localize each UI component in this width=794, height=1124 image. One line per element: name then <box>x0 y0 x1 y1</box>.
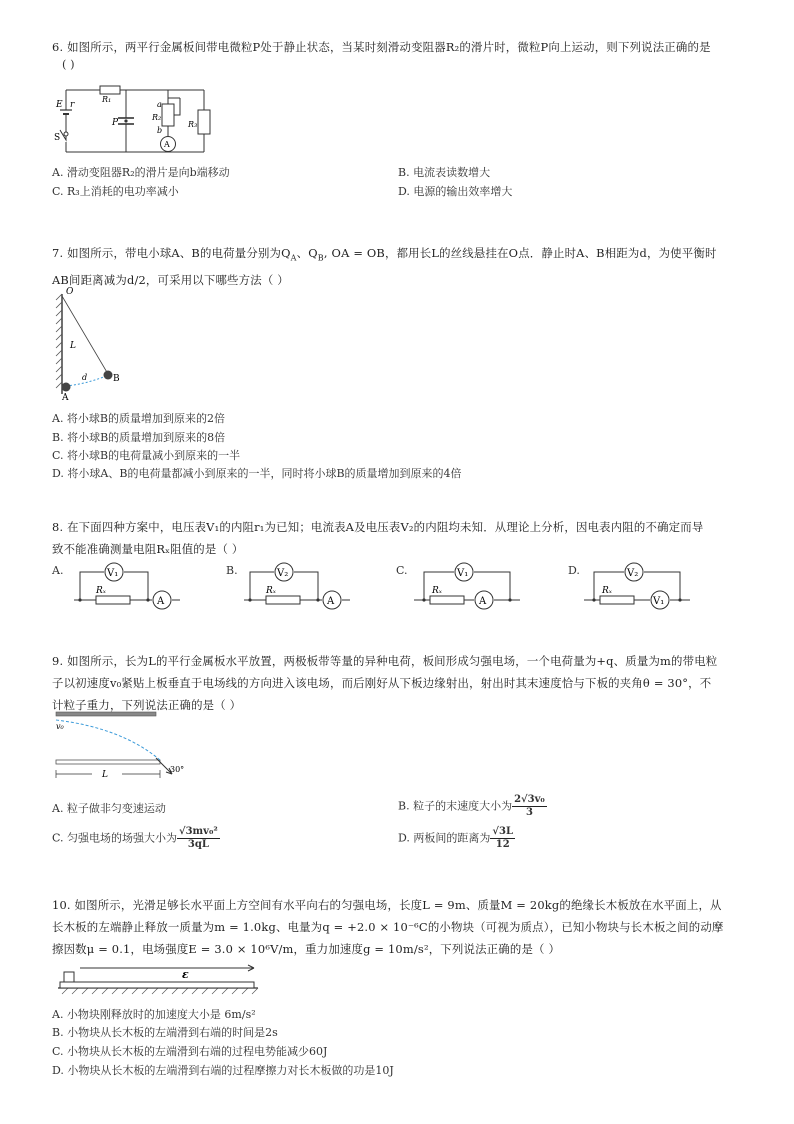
label-R1: R₁ <box>102 95 112 104</box>
label-S: S <box>54 133 61 143</box>
label-R3: R₃ <box>188 120 198 129</box>
question-8-circuit-b <box>244 562 354 610</box>
label-A: A <box>62 393 69 403</box>
label-R2: R₂ <box>152 113 162 122</box>
question-7-option-c[interactable]: C. 将小球B的电荷量减小到原来的一半 <box>52 449 241 462</box>
label-B: B <box>113 374 120 384</box>
question-8-circuit-d <box>584 562 694 610</box>
question-10-option-d[interactable]: D. 小物块从长木板的左端滑到右端的过程摩擦力对长木板做的功是10J <box>52 1064 394 1077</box>
label-ammeter-A: A <box>164 140 170 149</box>
question-8-option-d[interactable]: D. <box>568 564 580 577</box>
question-8-line-1: 8. 在下面四种方案中，电压表V₁的内阻r₁为已知；电流表A及电压表V₂的内阻均未知．从理论上分析，因电表内阻的不确定而导 <box>52 520 704 534</box>
question-8-circuit-c <box>414 562 524 610</box>
question-8-option-b[interactable]: B. <box>226 564 238 577</box>
question-9-line-3: 计粒子重力，下列说法正确的是（ ） <box>52 698 242 712</box>
label-field-E: ε <box>182 968 189 981</box>
question-8-circuit-a <box>74 562 184 610</box>
question-8-line-2: 致不能准确测量电阻Rₓ阻值的是（ ） <box>52 542 244 556</box>
question-6-circuit-diagram <box>52 80 232 160</box>
question-8 <box>52 516 742 560</box>
label-d: d <box>82 373 88 382</box>
question-10-line-3: 擦因数μ = 0.1，电场强度E = 3.0 × 10⁶V/m，重力加速度g = 10m/s²，下列说法正确的是（ ） <box>52 942 561 956</box>
question-6-option-a[interactable]: A. 滑动变阻器R₂的滑片是向b端移动 <box>52 166 230 179</box>
question-9-line-1: 9. 如图所示，长为L的平行金属板水平放置，两极板带等量的异种电荷，板间形成匀强电场，一个电荷量为+q、质量为m的带电粒 <box>52 654 718 668</box>
question-10-board-diagram <box>58 960 264 996</box>
rx-label-c: Rₓ <box>432 586 442 596</box>
question-9-option-b[interactable]: B. 粒子的末速度大小为 $\frac{\text{2√3v₀}}{3}$ <box>398 794 545 818</box>
question-10-option-c[interactable]: C. 小物块从长木板的左端滑到右端的过程电势能减少60J <box>52 1045 328 1058</box>
meter-bottom-d: V₁ <box>653 596 665 607</box>
question-6-option-b[interactable]: B. 电流表读数增大 <box>398 166 491 179</box>
label-L: L <box>70 341 76 351</box>
meter-top-d: V₂ <box>627 568 639 579</box>
label-a: a <box>157 100 162 109</box>
meter-bottom-c: A <box>479 596 487 607</box>
meter-top-a: V₁ <box>107 568 119 579</box>
question-7 <box>52 242 742 291</box>
label-v0: v₀ <box>56 722 64 731</box>
question-9-option-c[interactable]: C. 匀强电场的场强大小为 $\frac{\text{√3mv₀²}}{3qL}$ <box>52 826 218 850</box>
question-6-option-c[interactable]: C. R₃上消耗的电功率减小 <box>52 185 179 198</box>
question-7-option-d[interactable]: D. 将小球A、B的电荷量都减小到原来的一半，同时将小球B的质量增加到原来的4倍 <box>52 467 462 480</box>
question-9 <box>52 650 742 716</box>
question-8-option-a[interactable]: A. <box>52 564 64 577</box>
question-10-option-a[interactable]: A. 小物块刚释放时的加速度大小是 6m/s² <box>52 1008 256 1021</box>
question-10-option-b[interactable]: B. 小物块从长木板的左端滑到右端的时间是2s <box>52 1026 278 1039</box>
meter-top-c: V₁ <box>457 568 469 579</box>
question-9-line-2: 子以初速度v₀紧贴上板垂直于电场线的方向进入该电场，而后刚好从下板边缘射出，射出时其末速度恰与下板的夹角θ = 30°，不 <box>52 676 712 690</box>
question-7-line-1: 7. 如图所示，带电小球A、B的电荷量分别为$Q_A$、$Q_B$, OA = OB，都用长L的丝线悬挂在O点．静止时A、B相距为d，为使平衡时 <box>52 246 717 263</box>
question-10-line-2: 长木板的左端静止释放一质量为m = 1.0kg、电量为q = +2.0 × 10⁻⁶C的小物块（可视为质点），已知小物块与长木板之间的动摩 <box>52 920 724 934</box>
meter-bottom-b: A <box>327 596 335 607</box>
meter-bottom-a: A <box>157 596 165 607</box>
label-r: r <box>70 100 75 110</box>
question-6 <box>52 36 742 58</box>
label-E: E <box>56 100 63 110</box>
question-7-option-a[interactable]: A. 将小球B的质量增加到原来的2倍 <box>52 412 226 425</box>
label-angle: 30° <box>170 765 185 774</box>
question-8-option-c[interactable]: C. <box>396 564 408 577</box>
question-9-option-a[interactable]: A. 粒子做非匀变速运动 <box>52 802 166 815</box>
question-6-option-d[interactable]: D. 电源的输出效率增大 <box>398 185 513 198</box>
question-7-line-2: AB间距离减为d/2，可采用以下哪些方法（ ） <box>52 273 289 288</box>
question-9-option-d[interactable]: D. 两板间的距离为 $\frac{√3L}{12}$ <box>398 826 513 850</box>
rx-label-a: Rₓ <box>96 586 106 596</box>
question-7-pendulum-diagram <box>52 286 142 403</box>
question-6-stem: 6. 如图所示，两平行金属板间带电微粒P处于静止状态，当某时刻滑动变阻器R₂的滑片时，微粒P向上运动，则下列说法正确的是 <box>52 40 711 54</box>
question-7-option-b[interactable]: B. 将小球B的质量增加到原来的8倍 <box>52 431 226 444</box>
label-L: L <box>102 770 108 780</box>
rx-label-d: Rₓ <box>602 586 612 596</box>
label-O: O <box>66 287 74 297</box>
label-P: P <box>112 118 119 128</box>
label-b: b <box>157 126 163 135</box>
question-6-paren: ( ) <box>62 57 75 71</box>
question-10-line-1: 10. 如图所示，光滑足够长水平面上方空间有水平向右的匀强电场，长度L = 9m、质量M = 20kg的绝缘长木板放在水平面上，从 <box>52 898 722 912</box>
meter-top-b: V₂ <box>277 568 289 579</box>
rx-label-b: Rₓ <box>266 586 276 596</box>
question-10 <box>52 894 742 960</box>
question-9-plates-diagram <box>52 710 202 782</box>
